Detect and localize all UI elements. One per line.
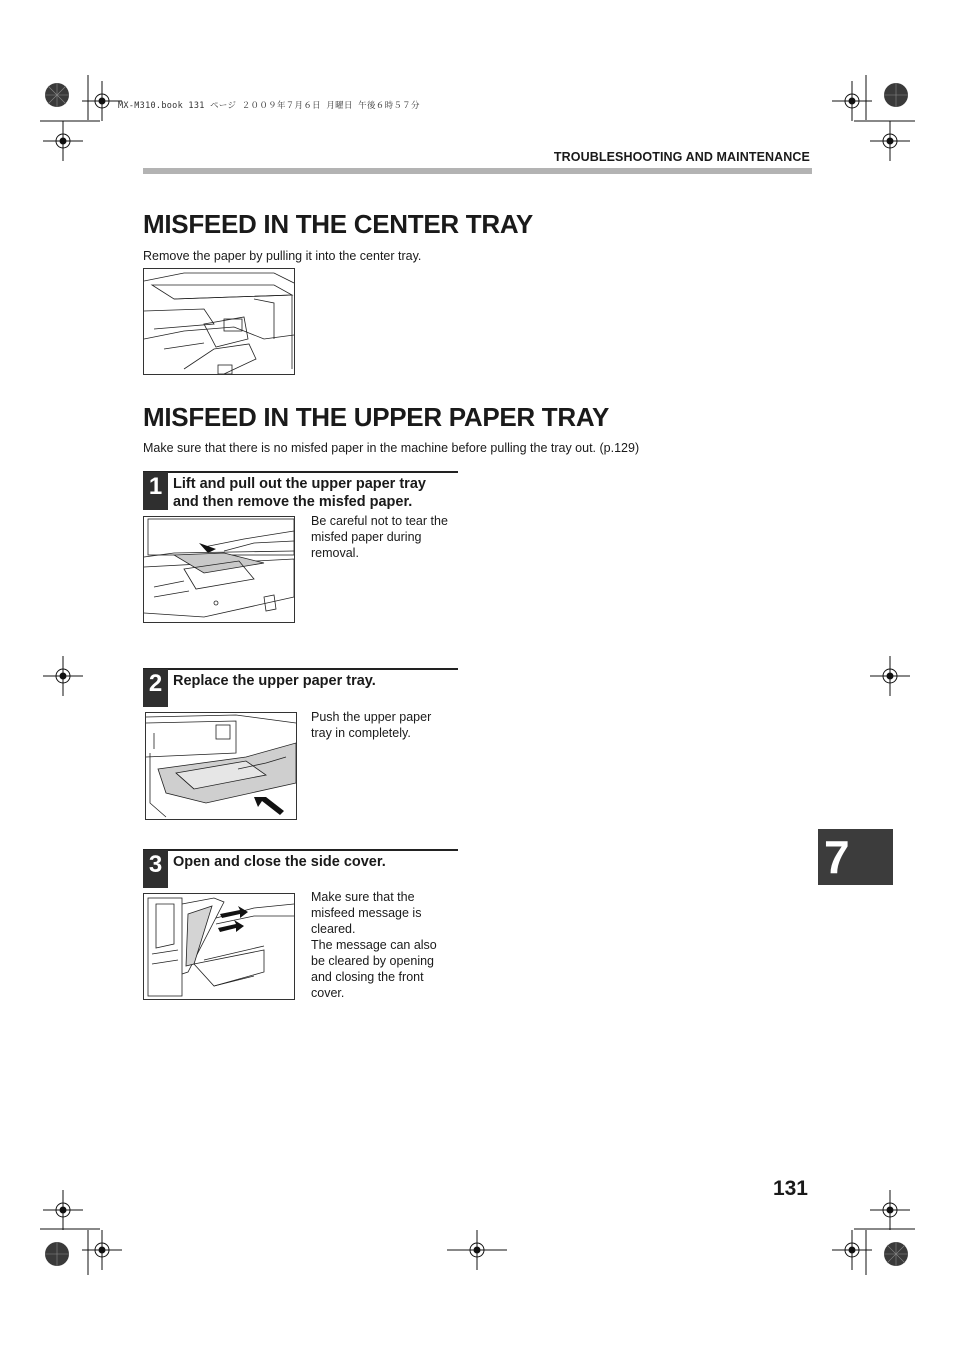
page-number: 131	[772, 1177, 808, 1200]
registration-crosshair-icon	[832, 81, 872, 121]
step-title-line: and then remove the misfed paper.	[173, 494, 413, 510]
note-line: cover.	[311, 986, 345, 1000]
chapter-tab: 7	[818, 829, 893, 885]
print-metadata: MX-M310.book 131 ページ ２００９年７月６日 月曜日 午後６時５７分	[118, 101, 420, 111]
registration-crosshair-icon	[832, 1230, 872, 1270]
registration-crosshair-icon	[870, 1190, 910, 1230]
registration-crosshair-icon	[43, 1190, 83, 1230]
note-line: tray in completely.	[311, 726, 411, 740]
registration-dot-icon	[44, 1241, 70, 1267]
center-tray-illustration	[143, 268, 295, 375]
note-line: misfeed message is	[311, 906, 422, 920]
note-line: Be careful not to tear the	[311, 514, 448, 528]
registration-dot-icon	[883, 82, 909, 108]
registration-dot-icon	[44, 82, 70, 108]
step-note	[311, 889, 437, 1001]
step-title-line: Replace the upper paper tray.	[173, 673, 376, 689]
upper-tray-text: Make sure that there is no misfed paper in the machine before pulling the tray out. (p.129)	[143, 441, 640, 455]
registration-crosshair-icon	[870, 121, 910, 161]
note-line: misfed paper during	[311, 530, 422, 544]
note-line: cleared.	[311, 922, 356, 936]
step-note	[311, 709, 431, 741]
step-rule	[143, 849, 458, 851]
step-title-line: Open and close the side cover.	[173, 854, 386, 870]
header-rule	[143, 168, 812, 174]
registration-crosshair-icon	[43, 121, 83, 161]
step-number: 1	[143, 472, 168, 510]
step-title	[173, 475, 426, 511]
center-tray-text: Remove the paper by pulling it into the center tray.	[143, 249, 422, 263]
center-tray-heading: MISFEED IN THE CENTER TRAY	[143, 209, 533, 239]
lift-tray-illustration	[143, 516, 295, 623]
step-title	[173, 853, 386, 871]
note-line: The message can also	[311, 938, 437, 952]
replace-tray-illustration	[145, 712, 297, 820]
note-line: removal.	[311, 546, 359, 560]
step-rule	[143, 471, 458, 473]
registration-crosshair-icon	[447, 1230, 507, 1270]
upper-tray-heading: MISFEED IN THE UPPER PAPER TRAY	[143, 402, 610, 432]
note-line: Push the upper paper	[311, 710, 432, 724]
registration-crosshair-icon	[82, 81, 122, 121]
step-note	[311, 513, 448, 561]
note-line: be cleared by opening	[311, 954, 435, 968]
registration-crosshair-icon	[870, 656, 910, 696]
step-number: 3	[143, 850, 168, 888]
side-cover-illustration	[143, 893, 295, 1000]
step-title-line: Lift and pull out the upper paper tray	[173, 476, 426, 492]
step-rule	[143, 668, 458, 670]
registration-dot-icon	[883, 1241, 909, 1267]
step-title	[173, 672, 376, 690]
note-line: Make sure that the	[311, 890, 415, 904]
section-label: TROUBLESHOOTING AND MAINTENANCE	[553, 150, 810, 164]
registration-crosshair-icon	[82, 1230, 122, 1270]
registration-crosshair-icon	[43, 656, 83, 696]
note-line: and closing the front	[311, 970, 424, 984]
step-number: 2	[143, 669, 168, 707]
